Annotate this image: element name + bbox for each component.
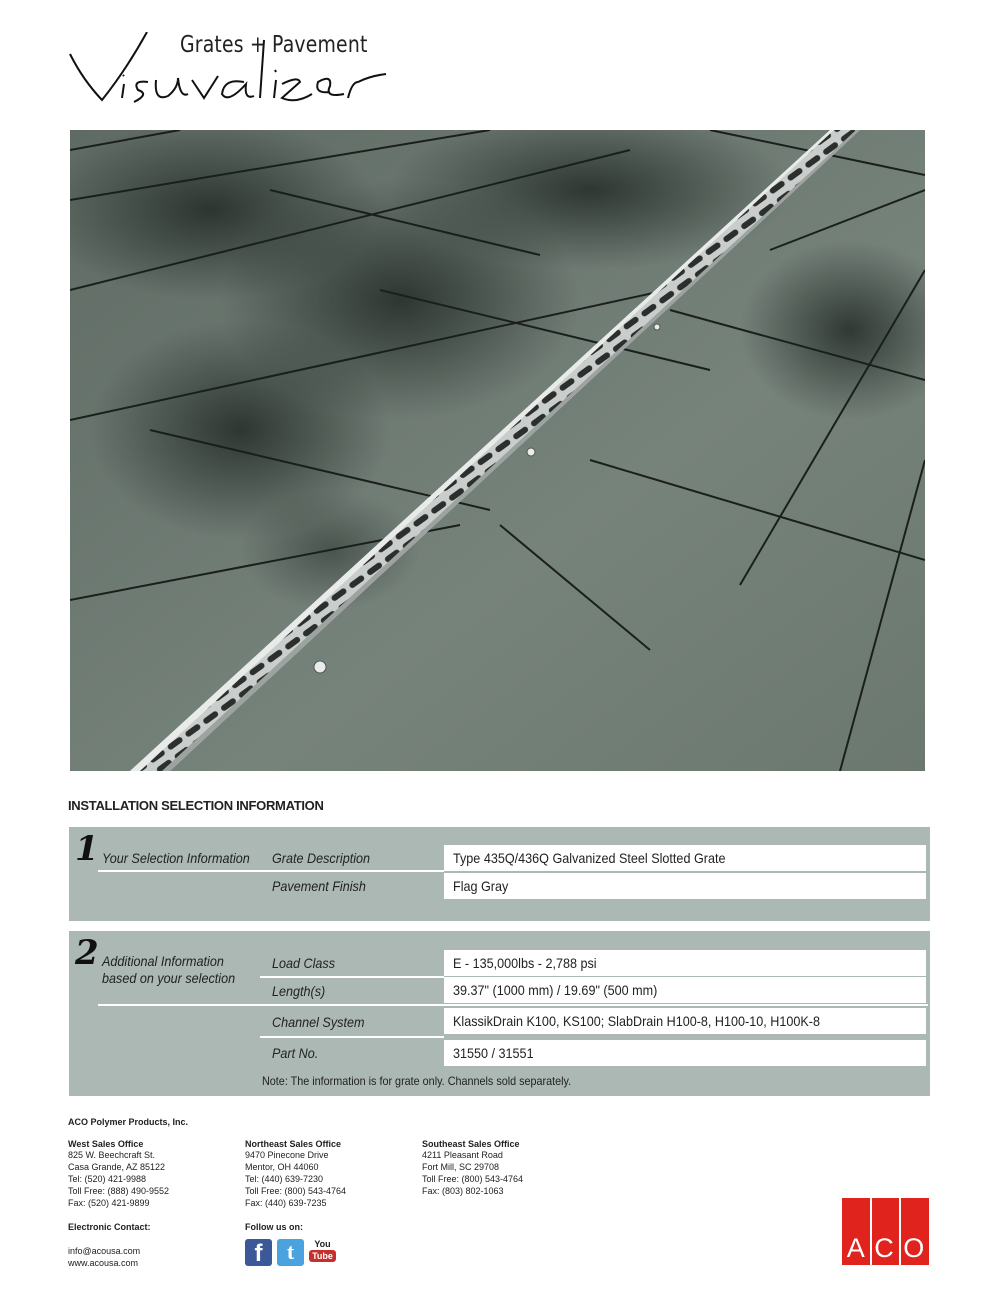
office-line: Toll Free: (800) 543-4764	[422, 1174, 524, 1184]
office-line: Fort Mill, SC 29708	[422, 1162, 500, 1172]
divider	[98, 1004, 928, 1006]
office-title: Southeast Sales Office	[422, 1139, 520, 1149]
lengths-value: 39.37" (1000 mm) / 19.69" (500 mm)	[444, 977, 926, 1003]
office-line: Tel: (520) 421-9988	[68, 1174, 147, 1184]
office-line: Fax: (520) 421-9899	[68, 1198, 150, 1208]
load-class-value: E - 135,000lbs - 2,788 psi	[444, 950, 926, 976]
electronic-contact-label: Electronic Contact:	[68, 1222, 151, 1232]
aco-logo	[842, 1198, 929, 1265]
office-line: Mentor, OH 44060	[245, 1162, 319, 1172]
channel-system-value: KlassikDrain K100, KS100; SlabDrain H100-8, H100-10, H100K-8	[444, 1008, 926, 1034]
west-sales-office	[68, 1139, 169, 1209]
grate-note: Note: The information is for grate only. Channels sold separately.	[262, 1074, 572, 1088]
pavement-finish-label: Pavement Finish	[272, 878, 366, 894]
panel-heading-line2: based on your selection	[102, 970, 236, 986]
logo-subtitle: Grates + Pavement	[180, 32, 368, 58]
pavement-grate-photo	[70, 130, 925, 771]
lengths-label: Length(s)	[272, 983, 326, 999]
divider	[98, 870, 444, 872]
youtube-tube: Tube	[309, 1250, 336, 1262]
office-title: Northeast Sales Office	[245, 1139, 342, 1149]
office-line: 4211 Pleasant Road	[422, 1150, 503, 1160]
grate-description-label: Grate Description	[272, 850, 371, 866]
youtube-icon[interactable]	[309, 1239, 336, 1266]
office-line: Casa Grande, AZ 85122	[68, 1162, 166, 1172]
panel-number: 2	[75, 933, 99, 973]
office-line: Fax: (440) 639-7235	[245, 1198, 327, 1208]
follow-us-label: Follow us on:	[245, 1222, 303, 1232]
part-number-value: 31550 / 31551	[444, 1040, 926, 1066]
office-line: 825 W. Beechcraft St.	[68, 1150, 156, 1160]
office-title: West Sales Office	[68, 1139, 144, 1149]
website-link[interactable]: www.acousa.com	[68, 1258, 139, 1268]
office-line: Fax: (803) 802-1063	[422, 1186, 504, 1196]
aco-letter: A	[846, 1233, 865, 1263]
aco-letter: C	[874, 1233, 894, 1263]
divider	[260, 976, 444, 978]
channel-system-label: Channel System	[272, 1014, 365, 1030]
email-link[interactable]: info@acousa.com	[68, 1246, 141, 1256]
panel-number: 1	[75, 829, 99, 869]
pavement-finish-value: Flag Gray	[444, 873, 926, 899]
office-line: Toll Free: (800) 543-4764	[245, 1186, 347, 1196]
part-number-label: Part No.	[272, 1045, 319, 1061]
office-line: 9470 Pinecone Drive	[245, 1150, 329, 1160]
load-class-label: Load Class	[272, 955, 336, 971]
youtube-you: You	[314, 1239, 331, 1249]
office-line: Tel: (440) 639-7230	[245, 1174, 324, 1184]
panel-heading-line1: Additional Information	[102, 953, 224, 969]
office-line: Toll Free: (888) 490-9552	[68, 1186, 170, 1196]
panel-heading: Your Selection Information	[102, 850, 250, 866]
divider	[260, 1036, 444, 1038]
section-title: INSTALLATION SELECTION INFORMATION	[68, 798, 324, 813]
northeast-sales-office	[245, 1139, 346, 1209]
grate-description-value: Type 435Q/436Q Galvanized Steel Slotted Grate	[444, 845, 926, 871]
company-name: ACO Polymer Products, Inc.	[68, 1117, 189, 1127]
southeast-sales-office	[422, 1139, 523, 1197]
facebook-icon[interactable]: f	[245, 1239, 272, 1266]
visualizer-logo	[68, 32, 393, 122]
twitter-icon[interactable]: t	[277, 1239, 304, 1266]
aco-letter: O	[903, 1233, 925, 1263]
